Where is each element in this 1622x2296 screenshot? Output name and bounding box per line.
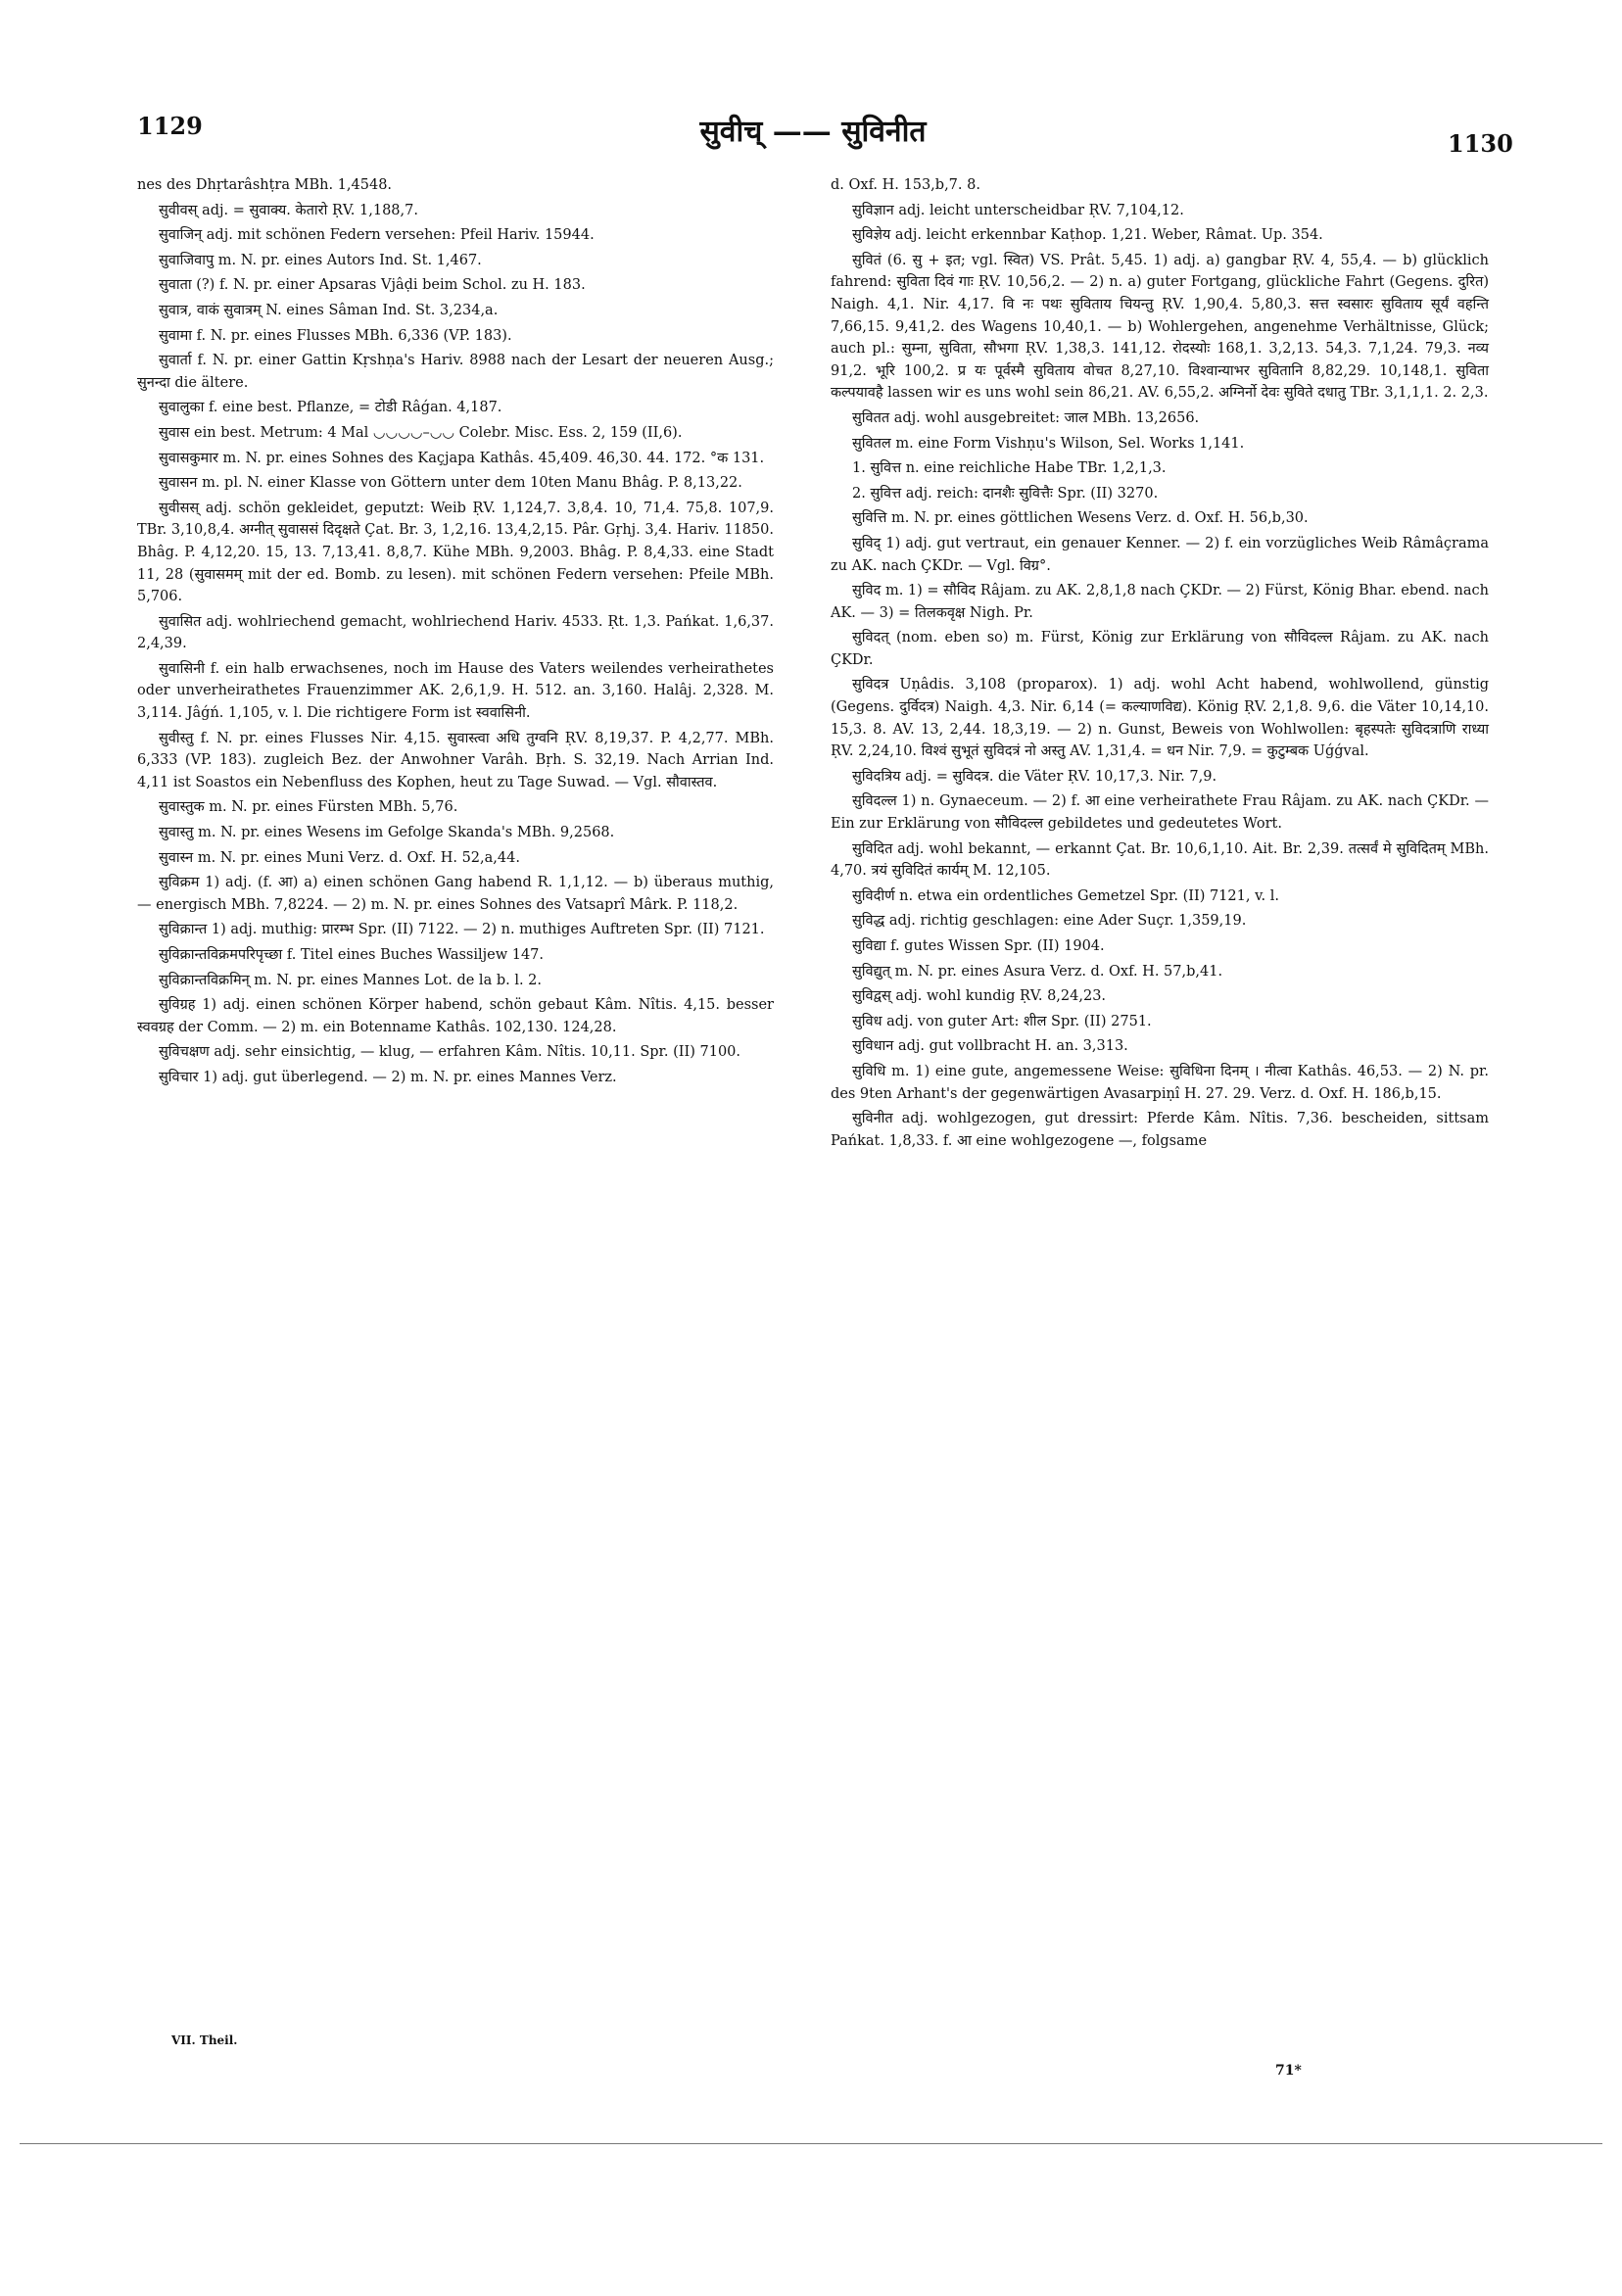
dictionary-entry: nes des Dhṛtarâshṭra MBh. 1,4548. bbox=[137, 177, 393, 193]
dictionary-entry: सुवासकुमार m. N. pr. eines Sohnes des Kaçjapa Kathâs. 45,409. 46,30. 44. 172. °क 131. bbox=[159, 450, 765, 466]
dictionary-entry: सुविद् 1) adj. gut vertraut, ein genauer Kenner. — 2) f. ein vorzügliches Weib Râmâçrama zu AK. nach ÇKDr. — Vgl. विग्र°. bbox=[831, 535, 1489, 574]
dictionary-entry: सुविद m. 1) = सौविद Râjam. zu AK. 2,8,1,8 nach ÇKDr. — 2) Fürst, König Bhar. ebend. nach AK. — 3) = तिलकवृक्ष Nigh. Pr. bbox=[831, 583, 1489, 621]
dictionary-entry: सुविग्रह 1) adj. einen schönen Körper habend, schön gebaut Kâm. Nîtis. 4,15. besser स्ववग्रह der Comm. — 2) m. ein Botenname Kathâs. 102,130. 124,28. bbox=[137, 997, 774, 1035]
dictionary-entry: सुविदल्ल 1) n. Gynaeceum. — 2) f. आ eine verheirathete Frau Râjam. zu AK. nach ÇKDr. — Ein zur Erklärung von सौविदल्ल gebildetes und gedeutetes Wort. bbox=[831, 793, 1489, 833]
dictionary-entry: सुविदित adj. wohl bekannt, — erkannt Çat. Br. 10,6,1,10. Ait. Br. 2,39. तत्सर्वं मे सुविदितम् MBh. 4,70. त्रयं सुविदितं कार्यम् M. 12,105. bbox=[831, 840, 1489, 880]
dictionary-entry: सुविनीत adj. wohlgezogen, gut dressirt: Pferde Kâm. Nîtis. 7,36. bescheiden, sittsam Pańkat. 1,8,33. f. आ eine wohlgezogene —, folgsame bbox=[831, 1111, 1489, 1149]
volume-label: VII. Theil. bbox=[171, 2033, 238, 2047]
dictionary-entry: सुविज्ञान adj. leicht unterscheidbar ṚV. 7,104,12. bbox=[852, 202, 1184, 218]
dictionary-entry: सुविद्वस् adj. wohl kundig ṚV. 8,24,23. bbox=[852, 988, 1107, 1005]
dictionary-entry: 1. सुवित्त n. eine reichliche Habe TBr. 1,2,1,3. bbox=[852, 460, 1167, 477]
dictionary-entry: सुवाजिन् adj. mit schönen Federn versehen: Pfeil Hariv. 15944. bbox=[159, 227, 595, 244]
page-number-left: 1129 bbox=[137, 112, 203, 140]
dictionary-entry: सुवितं (6. सु + इत; vgl. स्वित) VS. Prât. 5,45. 1) adj. a) gangbar ṚV. 4, 55,4. — b) glücklich fahrend: सुविता दिवं गाः ṚV. 10,56,2. — 2) n. a) guter Fortgang, glückliche Fahrt (Gegens. दुरित) Naigh. 4,1. Nir. 4,17. वि नः पथः सुविताय चियन्तु ṚV. 1,90,4. 5,80,3. सत्त स्वसारः सुविताय सूर्यं वहन्ति 7,66,15. 9,41,2. des Wagens 10,40,1. — b) Wohlergehen, angenehme Verhältnisse, Glück; auch pl.: सुम्ना, सुविता, सौभगा ṚV. 1,38,3. 141,12. रोदस्योः 168,1. 3,2,13. 54,3. 7,1,24. 79,3. नव्य 91,2. भूरि 100,2. प्र यः पूर्वस्मै सुविताय वोचत 8,27,10. विश्वान्याभर सुवितानि 8,82,29. 10,148,1. सुविता कल्पयावहै lassen wir es uns wohl sein 86,21. AV. 6,55,2. अग्निर्नो देवः सुविते दधातु TBr. 3,1,1,1. 2. 2,3. bbox=[831, 252, 1489, 402]
left-column bbox=[137, 174, 774, 1092]
dictionary-entry: 2. सुवित्त adj. reich: दानशैः सुवित्तैः Spr. (II) 3270. bbox=[852, 485, 1159, 502]
dictionary-entry: सुवीवस् adj. = सुवाक्य. केतारो ṚV. 1,188,7. bbox=[159, 202, 418, 218]
dictionary-entry: सुवासित adj. wohlriechend gemacht, wohlriechend Hariv. 4533. Ṛt. 1,3. Pańkat. 1,6,37. 2,4,39. bbox=[137, 613, 774, 652]
dictionary-entry: d. Oxf. H. 153,b,7. 8. bbox=[831, 177, 980, 193]
dictionary-entry: सुवात्र, वाकं सुवात्रम् N. eines Sâman Ind. St. 3,234,a. bbox=[159, 302, 499, 318]
dictionary-entry: सुविक्रान्त 1) adj. muthig: प्रारम्भ Spr. (II) 7122. — 2) n. muthiges Auftreten Spr. (II) 7121. bbox=[159, 922, 765, 938]
dictionary-entry: सुविक्रान्तविक्रमिन् m. N. pr. eines Mannes Lot. de la b. l. 2. bbox=[159, 972, 543, 988]
dictionary-entry: सुवासन m. pl. N. einer Klasse von Göttern unter dem 10ten Manu Bhâg. P. 8,13,22. bbox=[159, 475, 742, 492]
dictionary-entry: सुवीस्तु f. N. pr. eines Flusses Nir. 4,15. सुवास्त्वा अधि तुग्वनि ṚV. 8,19,37. P. 4,2,77. MBh. 6,333 (VP. 183). zugleich Bez. der Anwohner Varâh. Bṛh. S. 32,19. Nach Arrian Ind. 4,11 ist Soastos ein Nebenfluss des Kophen, heut zu Tage Suwad. — Vgl. सौवास्तव. bbox=[137, 730, 774, 790]
dictionary-entry: सुवाता (?) f. N. pr. einer Apsaras Vjâḍi beim Schol. zu H. 183. bbox=[159, 277, 586, 294]
dictionary-entry: सुवाजिवापु m. N. pr. eines Autors Ind. St. 1,467. bbox=[159, 252, 482, 268]
dictionary-entry: सुवास्तु m. N. pr. eines Wesens im Gefolge Skanda's MBh. 9,2568. bbox=[159, 825, 615, 841]
dictionary-entry: सुविचक्षण adj. sehr einsichtig, — klug, — erfahren Kâm. Nîtis. 10,11. Spr. (II) 7100. bbox=[159, 1044, 741, 1061]
dictionary-entry: सुविधि m. 1) eine gute, angemessene Weise: सुविधिना दिनम् । नीत्वा Kathâs. 46,53. — 2) N. pr. des 9ten Arhant's der gegenwärtigen Avasarpiṇî H. 27. 29. Verz. d. Oxf. H. 186,b,15. bbox=[831, 1063, 1489, 1102]
dictionary-entry: सुवास ein best. Metrum: 4 Mal ◡◡◡◡–◡◡ Colebr. Misc. Ess. 2, 159 (II,6). bbox=[159, 424, 683, 441]
dictionary-entry: सुवितल m. eine Form Vishṇu's Wilson, Sel. Works 1,141. bbox=[852, 435, 1245, 452]
dictionary-entry: सुविद्या f. gutes Wissen Spr. (II) 1904. bbox=[852, 938, 1105, 954]
dictionary-entry: सुवार्ता f. N. pr. einer Gattin Kṛshṇa's Hariv. 8988 nach der Lesart der neueren Ausg.; सुनन्दा die ältere. bbox=[137, 353, 774, 391]
signature-mark: 71* bbox=[1275, 2063, 1302, 2079]
page-number-right: 1130 bbox=[1448, 129, 1513, 158]
dictionary-entry: सुवित्ति m. N. pr. eines göttlichen Wesens Verz. d. Oxf. H. 56,b,30. bbox=[852, 510, 1309, 527]
dictionary-entry: सुविध adj. von guter Art: शील Spr. (II) 2751. bbox=[852, 1013, 1152, 1029]
dictionary-entry: सुवास्तुक m. N. pr. eines Fürsten MBh. 5,76. bbox=[159, 799, 458, 816]
dictionary-entry: सुविदत्र Uṇâdis. 3,108 (proparox). 1) adj. wohl Acht habend, wohlwollend, günstig (Gegens. दुर्विदत्र) Naigh. 4,3. Nir. 6,14 (= कल्याणविद्य). König ṚV. 2,1,8. 9,6. die Väter 10,14,10. 15,3. 8. AV. 13, 2,44. 18,3,19. — 2) n. Gunst, Beweis von Wohlwollen: बृहस्पतेः सुविदत्राणि राध्या ṚV. 2,24,10. विश्वं सुभूतं सुविदत्रं नो अस्तु AV. 1,31,4. = धन Nir. 7,9. = कुटुम्बक Uǵǵval. bbox=[831, 677, 1489, 760]
dictionary-entry: सुवास्न m. N. pr. eines Muni Verz. d. Oxf. H. 52,a,44. bbox=[159, 849, 520, 866]
dictionary-entry: सुविज्ञेय adj. leicht erkennbar Kaṭhop. 1,21. Weber, Râmat. Up. 354. bbox=[852, 227, 1323, 244]
dictionary-entry: सुविदीर्ण n. etwa ein ordentliches Gemetzel Spr. (II) 7121, v. l. bbox=[852, 887, 1280, 904]
dictionary-entry: सुविक्रम 1) adj. (f. आ) a) einen schönen Gang habend R. 1,1,12. — b) überaus muthig, — energisch MBh. 7,8224. — 2) m. N. pr. eines Sohnes des Vatsaprî Mârk. P. 118,2. bbox=[137, 875, 774, 913]
dictionary-entry: सुवामा f. N. pr. eines Flusses MBh. 6,336 (VP. 183). bbox=[159, 327, 512, 344]
dictionary-entry: सुविदत्रिय adj. = सुविदत्र. die Väter ṚV. 10,17,3. Nir. 7,9. bbox=[852, 768, 1217, 785]
dictionary-entry: सुवितत adj. wohl ausgebreitet: जाल MBh. 13,2656. bbox=[852, 409, 1200, 426]
dictionary-entry: सुवासिनी f. ein halb erwachsenes, noch im Hause des Vaters weilendes verheirathetes oder unverheirathetes Frauenzimmer AK. 2,6,1,9. H. 512. an. 3,160. Halâj. 2,328. M. 3,114. Jâǵń. 1,105, v. l. Die richtigere Form ist स्ववासिनी. bbox=[137, 660, 774, 722]
running-headword-range: सुवीच् —— सुविनीत bbox=[699, 115, 927, 149]
dictionary-entry: सुवालुका f. eine best. Pflanze, = टोडी Râǵan. 4,187. bbox=[159, 400, 502, 416]
dictionary-entry: सुविधान adj. gut vollbracht H. an. 3,313. bbox=[852, 1038, 1128, 1055]
dictionary-entry: सुवीसस् adj. schön gekleidet, geputzt: Weib ṚV. 1,124,7. 3,8,4. 10, 71,4. 75,8. 107,9. TBr. 3,10,8,4. अग्नीत् सुवाससं दिदृक्षते Çat. Br. 3, 1,2,16. 13,4,2,15. Pâr. Gṛhj. 3,4. Hariv. 11850. Bhâg. P. 4,12,20. 15, 13. 7,13,41. 8,8,7. Kühe MBh. 9,2003. Bhâg. P. 8,4,33. eine Stadt 11, 28 (सुवासमम् mit der ed. Bomb. zu lesen). mit schönen Federn versehen: Pfeile MBh. 5,706. bbox=[137, 500, 774, 605]
right-column bbox=[831, 174, 1489, 1155]
dictionary-entry: सुविद्ध adj. richtig geschlagen: eine Ader Suçr. 1,359,19. bbox=[852, 913, 1247, 930]
dictionary-entry: सुविदत् (nom. eben so) m. Fürst, König zur Erklärung von सौविदल्ल Râjam. zu AK. nach ÇKDr. bbox=[831, 630, 1489, 668]
dictionary-entry: सुविक्रान्तविक्रमपरिपृच्छा f. Titel eines Buches Wassiljew 147. bbox=[159, 947, 545, 963]
dictionary-entry: सुविद्युत् m. N. pr. eines Asura Verz. d. Oxf. H. 57,b,41. bbox=[852, 963, 1223, 980]
bottom-rule bbox=[20, 2143, 1602, 2144]
dictionary-entry: सुविचार 1) adj. gut überlegend. — 2) m. N. pr. eines Mannes Verz. bbox=[159, 1069, 617, 1085]
